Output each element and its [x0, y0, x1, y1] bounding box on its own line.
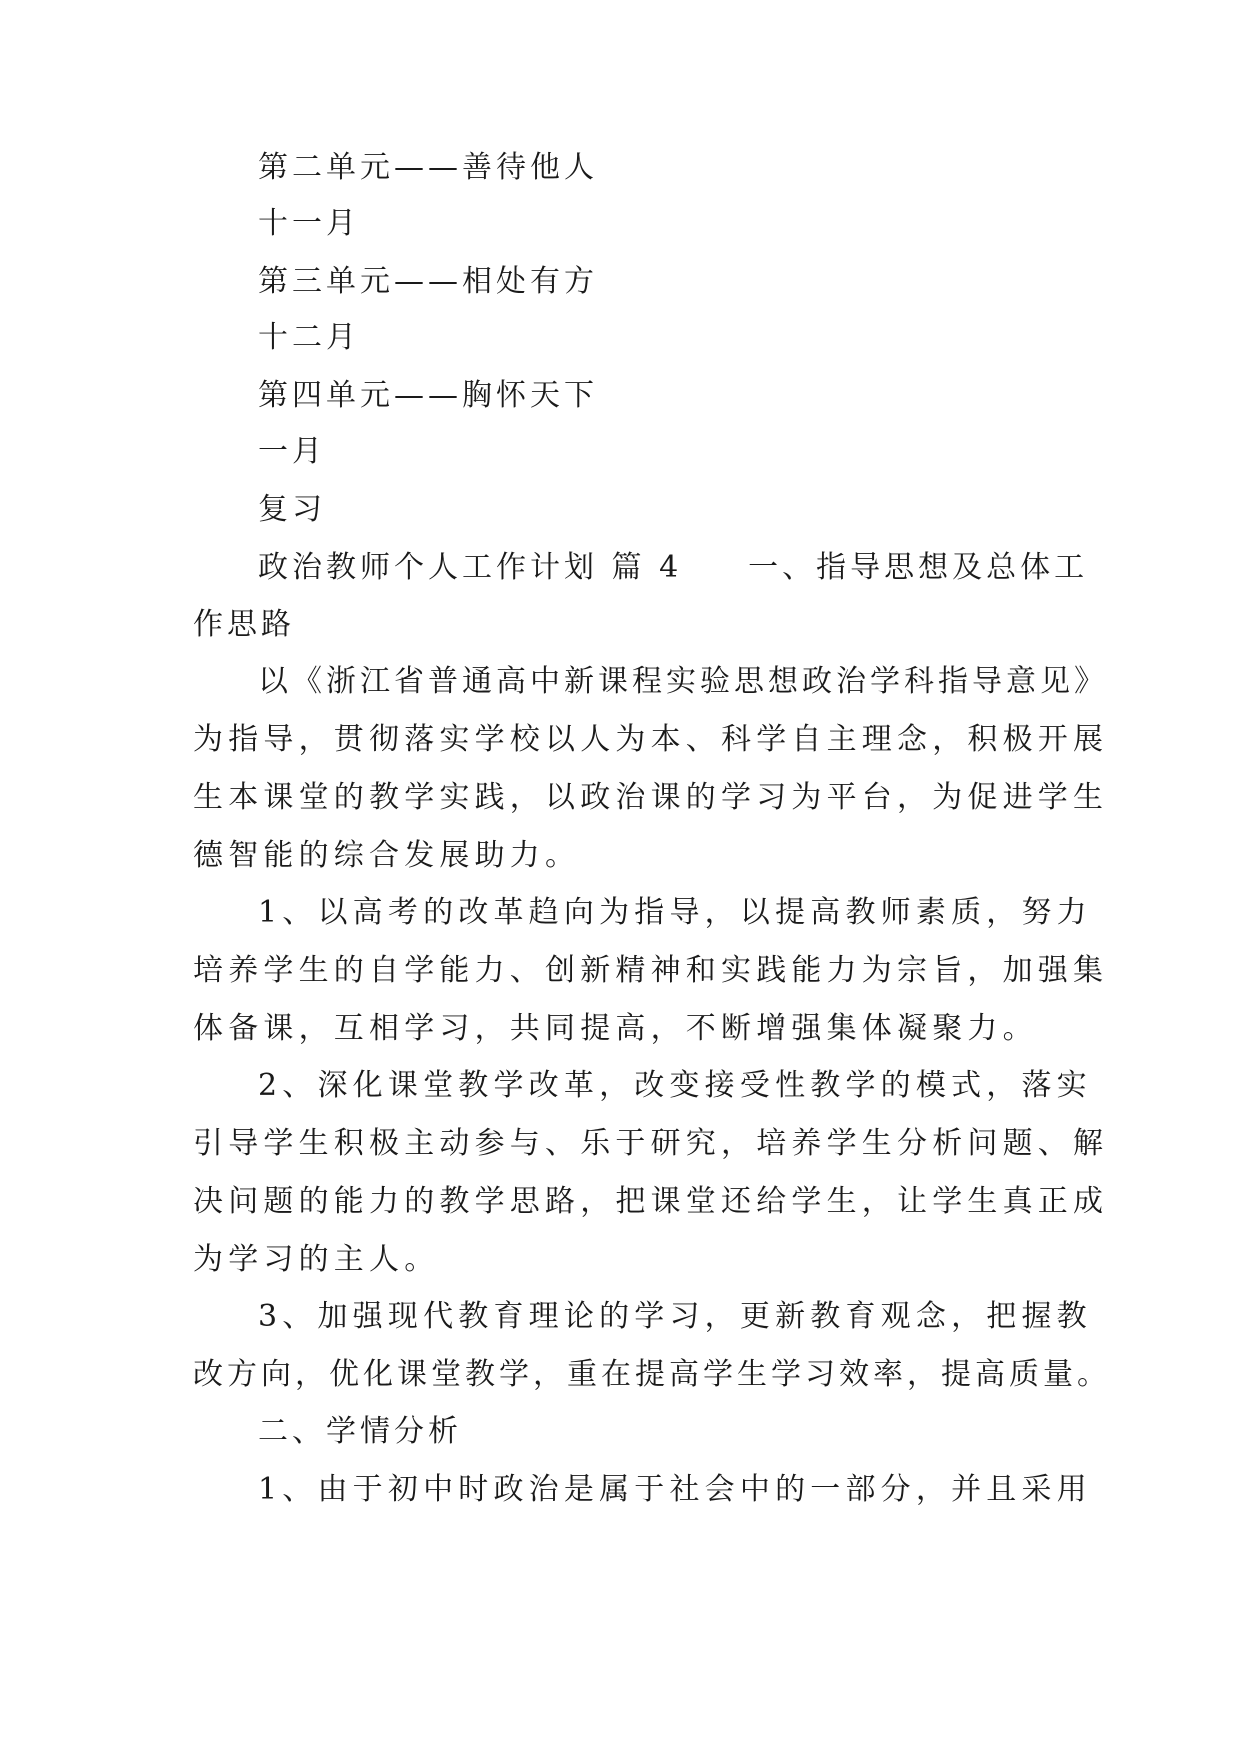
- unit-4-line: 第四单元——胸怀天下: [258, 378, 598, 413]
- paragraph-3-line-4: 为学习的主人。: [193, 1242, 440, 1277]
- month-november: 十一月: [258, 206, 360, 241]
- month-december: 十二月: [258, 320, 360, 355]
- month-january: 一月: [258, 434, 326, 469]
- paragraph-5-line-1: 1、由于初中时政治是属于社会中的一部分，并且采用: [258, 1472, 1092, 1507]
- section-heading: [258, 548, 1088, 588]
- paragraph-4-line-1: 3、加强现代教育理论的学习，更新教育观念，把握教: [258, 1299, 1092, 1334]
- paragraph-1-line-1: 以《浙江省普通高中新课程实验思想政治学科指导意见》: [258, 664, 1108, 699]
- article-title: 政治教师个人工作计划 篇 4: [258, 550, 683, 585]
- unit-3-line: 第三单元——相处有方: [258, 264, 598, 299]
- paragraph-1-line-3: 生本课堂的教学实践，以政治课的学习为平台，为促进学生: [193, 780, 1109, 815]
- review-line: 复习: [258, 492, 326, 527]
- paragraph-1-line-2: 为指导，贯彻落实学校以人为本、科学自主理念，积极开展: [193, 722, 1109, 757]
- paragraph-3-line-1: 2、深化课堂教学改革，改变接受性教学的模式，落实: [258, 1068, 1092, 1103]
- paragraph-1-line-4: 德智能的综合发展助力。: [193, 838, 581, 873]
- paragraph-2-line-1: 1、以高考的改革趋向为指导，以提高教师素质，努力: [258, 895, 1092, 930]
- section-1-title-cont: 作思路: [193, 607, 295, 642]
- section-1-title: 一、指导思想及总体工: [748, 550, 1089, 585]
- paragraph-4-line-2: 改方向，优化课堂教学，重在提高学生学习效率，提高质量。: [193, 1357, 1111, 1392]
- paragraph-2-line-2: 培养学生的自学能力、创新精神和实践能力为宗旨，加强集: [193, 953, 1109, 988]
- unit-2-line: 第二单元——善待他人: [258, 150, 598, 185]
- paragraph-2-line-3: 体备课，互相学习，共同提高，不断增强集体凝聚力。: [193, 1011, 1038, 1046]
- paragraph-3-line-2: 引导学生积极主动参与、乐于研究，培养学生分析问题、解: [193, 1126, 1109, 1161]
- section-2-title: 二、学情分析: [258, 1414, 462, 1449]
- paragraph-3-line-3: 决问题的能力的教学思路，把课堂还给学生，让学生真正成: [193, 1184, 1109, 1219]
